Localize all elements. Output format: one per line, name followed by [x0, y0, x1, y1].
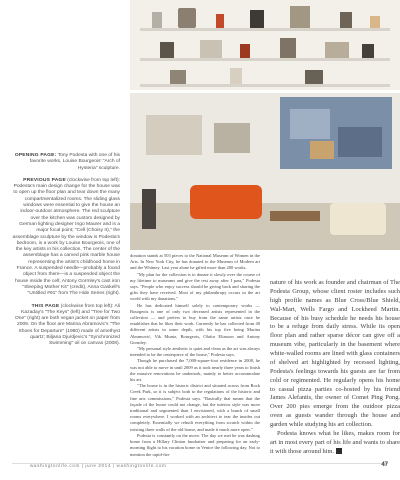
art-object: [230, 68, 242, 84]
article-column-1: [130, 253, 260, 458]
footer-publication: washingtonlife.com | june 2014 | washingtonlife.com: [30, 463, 167, 468]
caption-label: THIS PAGE: [31, 303, 60, 309]
shelf: [140, 58, 390, 61]
page-number: 47: [381, 462, 388, 468]
art-object: [160, 42, 174, 58]
art-object: [152, 12, 162, 28]
art-object: [216, 14, 224, 28]
paragraph: "My plan for the collection is to donate it slowly over the course of my lifetime to museums and give the rest away after I pass," Podesta says. "People who enjoy success should be giving back and sharing the gifts they have received. Most of my philanthropy occurs in the art world with my donations.": [130, 271, 260, 302]
art-object: [362, 44, 374, 58]
caption-opening-page: [12, 153, 120, 172]
closing-paragraph-text: Podesta knows what he likes, makes room for art in most every part of his life and wants to share it with those around him.: [270, 429, 400, 455]
paragraph: nature of his work as founder and chairman of The Podesta Group, whose client roster includes such high profile names as Blue Cross/Blue Shield, Wal-Mart, Wells Fargo and Lockheed Martin. Because of his busy schedule he needs his house to be a refuge from daily stress. While its open floor plan and rather sparse décor can give off a museum vibe, particularly in the basement where white-walled rooms are lined with glass containers of shelved art highlighted by recessed lighting, Podesta's feelings towards his guests are far from cold or regimented. He regularly opens his home to casual pizza parties co-hosted by his friend James Alefantis, the owner of Comet Ping Pong. Over 200 pies emerge from the outdoor pizza oven as guests wander through the house and garden while studying his art collection.: [270, 279, 400, 428]
art-object: [250, 10, 264, 28]
caption-text: (clockwise from top left): Podesta's main design change for the house was to open up the floor plan and tear down the many compartmentalized rooms. The sliding glass windows were essential to give the house an indoor-outdoor atmosphere. The red sculpture over the kitchen was custom designed by German lighting designer Ingo Maurer and is a major focal point; "Cell (Choisy II)," the assemblage sculpture by the window is Podesta's bedroom, is a work by Louise Bourgeois, one of the key artists in his collection. The center of the assemblage has a carved pink marble house representing the artist's childhood home in France. A suspended needle—probably a found object from there—is a suspended object the house inside the cell; Antony Gormley's cast iron "Sleeping Mother Kit" (credit), Anna Gaskell's "Untitled #91" from The Hide Series (right).: [12, 177, 120, 297]
caption-previous-page: [12, 178, 120, 298]
sculpture: [142, 189, 156, 229]
art-object: [370, 16, 380, 28]
caption-this-page: [12, 304, 120, 348]
framed-artwork: [146, 115, 202, 155]
art-object: [200, 40, 222, 58]
art-object: [290, 6, 310, 28]
caption-text: (clockwise from top left): Ali Kazaday's "The Keys" (left) and "Tree for Two One" (right) are both vegan jacket on paper from 2009. On the floor are Marina Abramovic's "The Shoes for Departure" (1980) made of amethyst quartz; Biljana Djurdjevic's "Synchronized Swimming" oil on canvas (2008).: [14, 303, 120, 347]
framed-artwork: [214, 123, 250, 153]
art-object: [240, 44, 250, 58]
shelved-art-photo: [130, 0, 400, 90]
paragraph: "The house is in the historic district and situated across from Rock Creek Park, so it is subject both to the regulations of the historic and fine arts commissions," Podesta says. "Basically that meant that the façade of the house could not change, but the interior style was more traditional and segmented than I envisioned, with a bunch of small rooms everywhere. I worked with an architect to tear the insides out completely. Essentially we rebuilt everything from scratch within the existing three walls of the old house, and made it much more open.": [130, 383, 260, 432]
end-of-article-mark: [336, 448, 342, 454]
paragraph: Podesta is constantly on the move. The day we met he was dashing home from a Hillary Clinton fundraiser and preparing for an early-morning flight to his vacation home in Venice the following day. Not to mention the rapid-fire: [130, 432, 260, 457]
photo-captions: [12, 153, 120, 354]
paragraph: Though he purchased the 7,000-square-foot residence in 2008, he was not able to move in until 2009 as it took nearly three years to finish the massive renovations he undertook, mainly to better accommodate his art.: [130, 358, 260, 383]
caption-label: OPENING PAGE:: [14, 153, 57, 158]
art-object: [325, 42, 349, 58]
article-column-2: [270, 279, 400, 457]
shelf: [140, 84, 390, 87]
orange-sofa: [190, 185, 262, 219]
large-wall-painting: [280, 97, 392, 169]
shelf: [140, 28, 390, 31]
art-object: [340, 12, 352, 28]
paragraph: [270, 430, 400, 457]
coffee-table: [270, 211, 320, 221]
art-object: [170, 70, 186, 84]
cream-armchair: [330, 203, 386, 235]
art-object: [178, 8, 196, 28]
paragraph: donation stands at 503 pieces to the National Museum of Women in the Arts. In New York City, he has donated to the Museum of Modern art and the Whitney. Last year alone he gifted more than 200 works.: [130, 253, 260, 271]
art-object: [305, 70, 323, 84]
caption-text: Tony Podesta with one of his favorite works, Louise Bourgeois' "Arch of Hysteria" sculpture.: [29, 153, 120, 171]
paragraph: He has dedicated himself solely to contemporary works — Bourgeois is one of only two deceased artists represented in the collection — and prefers to buy from the same artists once he establishes that he likes their work. Currently he has collected from 40 different artists in some depth, with his top five being Marina Abramović, Vik Muniz, Bourgeois, Olafur Eliasson and Antony Gormley.: [130, 302, 260, 345]
art-object: [280, 38, 296, 58]
caption-label: PREVIOUS PAGE: [23, 177, 66, 183]
living-room-photo: [130, 93, 400, 250]
paragraph: "My personal style aesthetic is quiet and clean as the art was always intended to be the centerpiece of the house," Podesta says.: [130, 346, 260, 358]
